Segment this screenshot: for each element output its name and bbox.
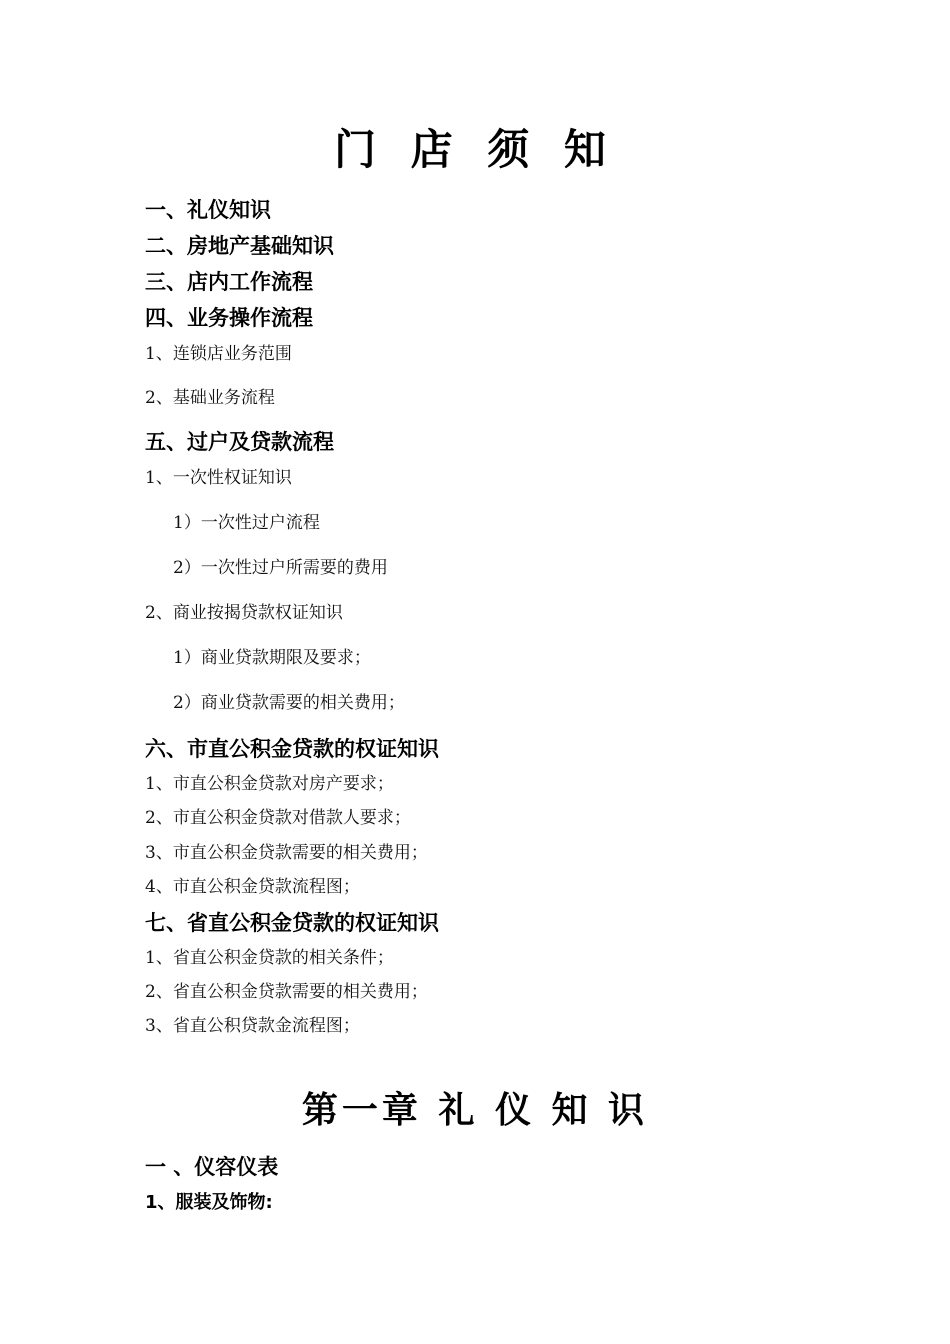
toc-subitem: 2）一次性过户所需要的费用 bbox=[173, 558, 388, 578]
document-title: 门 店 须 知 bbox=[334, 125, 616, 174]
toc-item: 2、市直公积金贷款对借款人要求； bbox=[145, 808, 411, 828]
toc-item: 3、市直公积金贷款需要的相关费用； bbox=[145, 843, 428, 863]
toc-item: 3、省直公积贷款金流程图； bbox=[145, 1016, 360, 1036]
toc-heading: 五、过户及贷款流程 bbox=[145, 430, 334, 454]
toc-item: 2、商业按揭贷款权证知识 bbox=[145, 603, 343, 623]
section-heading: 一 、仪容仪表 bbox=[145, 1155, 279, 1179]
toc-item: 4、市直公积金贷款流程图； bbox=[145, 877, 360, 897]
chapter-title: 第一章 礼 仪 知 识 bbox=[301, 1089, 649, 1131]
toc-subitem: 2）商业贷款需要的相关费用； bbox=[173, 693, 405, 713]
toc-heading: 二、房地产基础知识 bbox=[145, 234, 334, 258]
toc-heading: 六、市直公积金贷款的权证知识 bbox=[145, 737, 439, 761]
toc-item: 1、一次性权证知识 bbox=[145, 468, 292, 488]
toc-heading: 七、省直公积金贷款的权证知识 bbox=[145, 911, 439, 935]
toc-item: 1、连锁店业务范围 bbox=[145, 344, 292, 364]
toc-item: 2、省直公积金贷款需要的相关费用； bbox=[145, 982, 428, 1002]
toc-item: 1、市直公积金贷款对房产要求； bbox=[145, 774, 394, 794]
toc-heading: 三、店内工作流程 bbox=[145, 270, 313, 294]
toc-item: 2、基础业务流程 bbox=[145, 388, 275, 408]
toc-subitem: 1）一次性过户流程 bbox=[173, 513, 320, 533]
toc-heading: 四、业务操作流程 bbox=[145, 306, 313, 330]
toc-subitem: 1）商业贷款期限及要求； bbox=[173, 648, 371, 668]
toc-item: 1、省直公积金贷款的相关条件； bbox=[145, 948, 394, 968]
toc-heading: 一、礼仪知识 bbox=[145, 198, 271, 222]
subsection-heading: 1、服装及饰物: bbox=[145, 1192, 273, 1213]
